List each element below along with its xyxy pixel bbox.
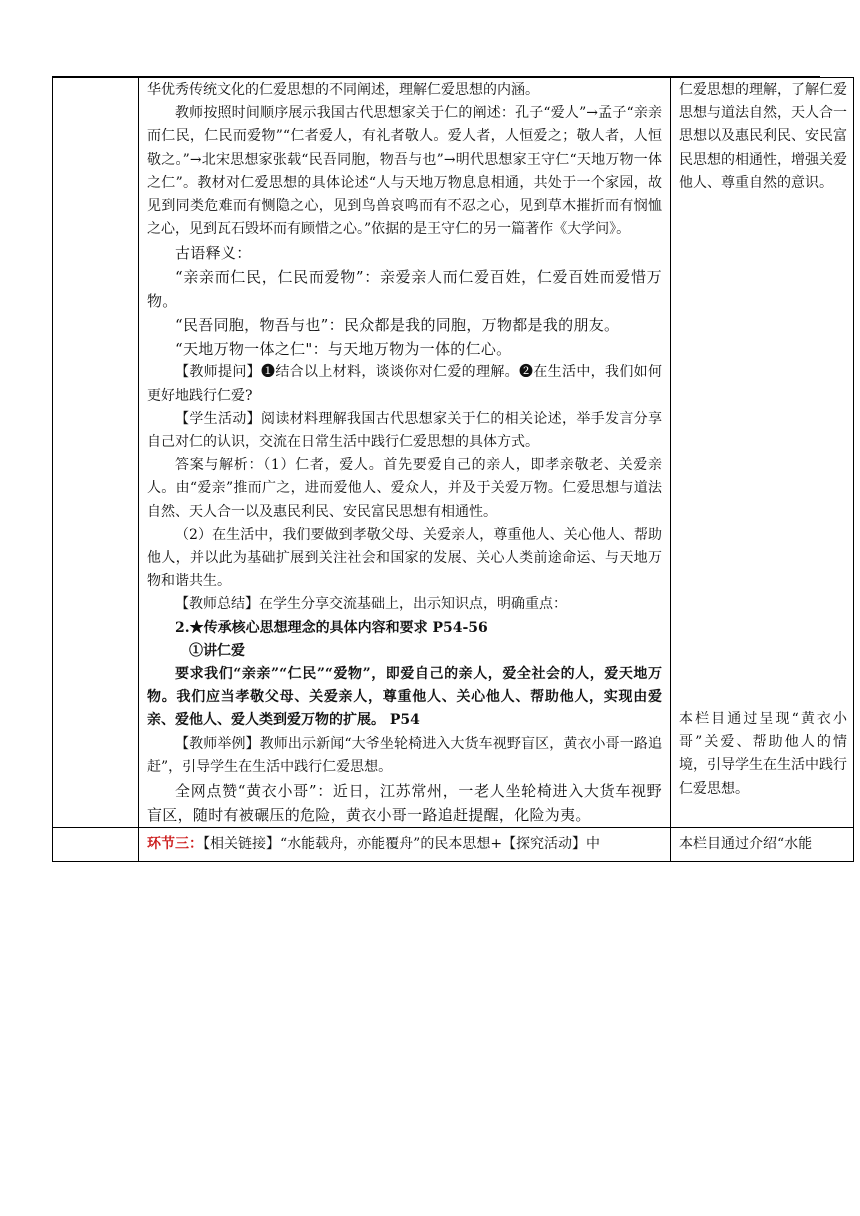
paragraph bbox=[147, 833, 662, 856]
table-row bbox=[53, 828, 854, 862]
table-row bbox=[53, 78, 854, 828]
content-cell bbox=[139, 828, 671, 862]
paragraph: 【教师提问】❶结合以上材料，谈谈你对仁爱的理解。❷在生活中，我们如何更好地践行仁爱? bbox=[147, 364, 662, 404]
stage-cell bbox=[53, 828, 139, 862]
key-point: 要求我们“亲亲”“仁民”“爱物”，即爱自己的亲人，爱全社会的人，爱天地万物。我们应当孝敬父母、关爱亲人，尊重他人、关心他人、帮助他人，实现由爱亲、爱他人、爱人类到爱万物的扩展。 P54 bbox=[147, 666, 662, 729]
side-note: 本栏目通过介绍“水能 bbox=[679, 836, 813, 853]
paragraph: 华优秀传统文化的仁爱思想的不同阐述，理解仁爱思想的内涵。 bbox=[147, 82, 539, 98]
side-note: 仁爱思想的理解，了解仁爱思想与道法自然，天人合一思想以及惠民利民、安民富民思想的相通性，增强关爱他人、尊重自然的意识。 bbox=[679, 82, 847, 191]
paragraph: 【教师总结】在学生分享交流基础上，出示知识点，明确重点： bbox=[175, 596, 567, 613]
paragraph: （2）在生活中，我们要做到孝敬父母、关爱亲人，尊重他人、关心他人、帮助他人，并以此为基础扩展到关注社会和国家的发展、关心人类前途命运、与天地万物和谐共生。 bbox=[147, 526, 662, 590]
subsection-heading: ①讲仁爱 bbox=[189, 642, 245, 659]
paragraph: “亲亲而仁民，仁民而爱物”：亲爱亲人而仁爱百姓，仁爱百姓而爱惜万物。 bbox=[147, 268, 662, 311]
paragraph: 【学生活动】阅读材料理解我国古代思想家关于仁的相关论述，举手发言分享自己对仁的认识，交流在日常生活中践行仁爱思想的具体方式。 bbox=[147, 410, 662, 451]
lesson-table bbox=[52, 77, 854, 862]
paragraph: “天地万物一体之仁"：与天地万物为一体的仁心。 bbox=[175, 340, 512, 359]
paragraph: 答案与解析：（1）仁者，爱人。首先要爱自己的亲人，即孝亲敬老、关爱亲人。由“爱亲”推而广之，进而爱他人、爱众人，并及于关爱万物。仁爱思想与道法自然、天人合一以及惠民利民、安民富民思想有相通性。 bbox=[147, 457, 662, 520]
stage-cell bbox=[53, 78, 139, 828]
stage-label: 环节三： bbox=[147, 836, 203, 853]
paragraph: 教师按照时间顺序展示我国古代思想家关于仁的阐述：孔子“爱人”→孟子“亲亲而仁民，仁民而爱物”“仁者爱人，有礼者敬人。爱人者，人恒爱之；敬人者，人恒敬之。”→北宋思想家张载“民吾同胞，物吾与也”→明代思想家王守仁“天地万物一体之仁”。教材对仁爱思想的具体论述“人与天地万物息息相通，共处于一个家园，故见到同类危难而有恻隐之心，见到鸟兽哀鸣而有不忍之心，见到草木摧折而有悯恤之心，见到瓦石毁坏而有顾惜之心。”依据的是王守仁的另一篇著作《大学问》。 bbox=[147, 105, 662, 238]
paragraph: 【教师举例】教师出示新闻“大爷坐轮椅进入大货车视野盲区，黄衣小哥一路追赶”，引导学生在生活中践行仁爱思想。 bbox=[147, 735, 662, 775]
stage-text: 【相关链接】“水能载舟，亦能覆舟”的民本思想+【探究活动】中 bbox=[203, 836, 601, 853]
design-intent-cell bbox=[671, 828, 854, 862]
section-heading: 2.★传承核心思想理念的具体内容和要求 P54-56 bbox=[175, 619, 488, 636]
content-cell bbox=[139, 78, 671, 828]
paragraph: “民吾同胞，物吾与也”：民众都是我的同胞，万物都是我的朋友。 bbox=[175, 316, 620, 335]
paragraph: 全网点赞“黄衣小哥”：近日，江苏常州，一老人坐轮椅进入大货车视野盲区，随时有被碾压的危险，黄衣小哥一路追赶提醒，化险为夷。 bbox=[147, 782, 662, 825]
design-intent-cell bbox=[671, 78, 854, 828]
paragraph: 古语释义： bbox=[175, 244, 252, 263]
side-note: 本栏目通过呈现“黄衣小哥”关爱、帮助他人的情境，引导学生在生活中践行仁爱思想。 bbox=[679, 711, 847, 797]
